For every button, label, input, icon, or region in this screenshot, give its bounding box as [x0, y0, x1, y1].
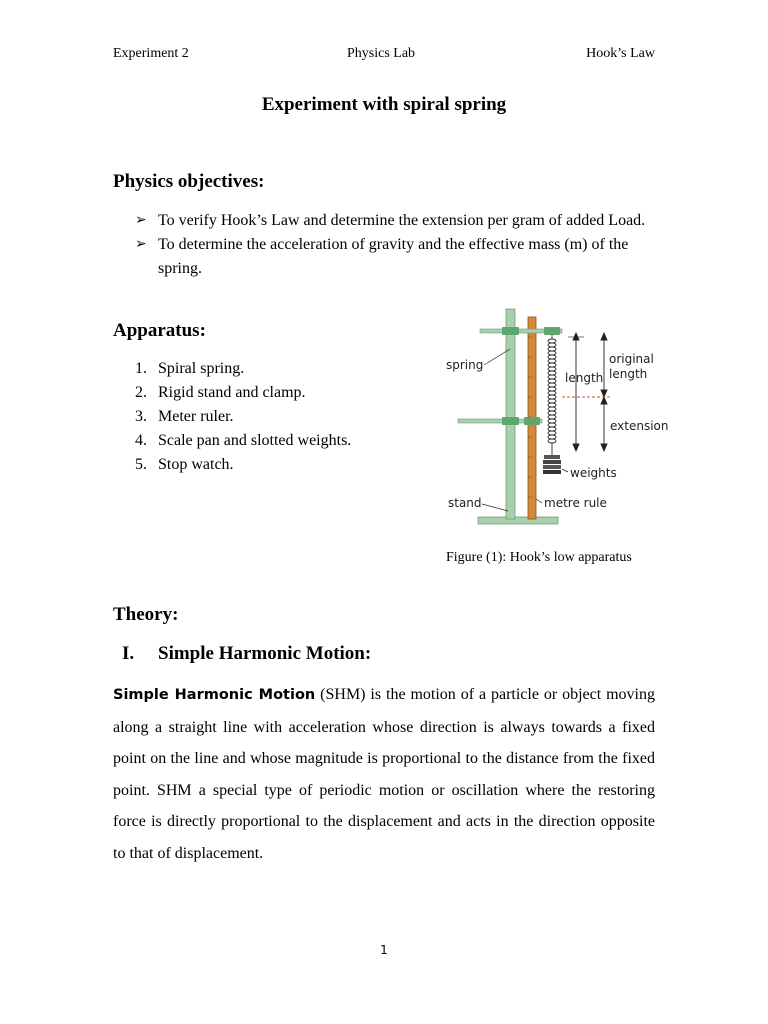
arrow-bullet-icon: ➢: [135, 237, 147, 252]
list-item: [135, 233, 665, 281]
hooks-law-apparatus-figure: [444, 307, 669, 527]
objective-text: To verify Hook’s Law and determine the extension per gram of added Load.: [158, 212, 646, 229]
section-heading-shm: [122, 643, 371, 665]
apparatus-heading: Apparatus:: [113, 320, 206, 341]
header-right: Hook’s Law: [586, 46, 655, 61]
extension-arrow: [601, 397, 607, 451]
objective-text: To determine the acceleration of gravity and the effective mass (m) of the spring.: [158, 236, 629, 277]
page-title: Experiment with spiral spring: [261, 94, 507, 115]
list-item: 1. Spiral spring.: [135, 360, 245, 377]
original-length-arrow: [601, 333, 607, 397]
list-item: [135, 209, 665, 233]
figure-label-length: length: [565, 371, 604, 385]
stand-base: [478, 517, 558, 524]
objectives-list: [135, 209, 665, 281]
list-item: 2. Rigid stand and clamp.: [135, 384, 306, 401]
shm-paragraph-text: (SHM) is the motion of a particle or object moving along a straight line with acceleration whose direction is always towards a fixed point on the line and whose magnitude is proportional to the distance from the fixed point. SHM a special type of periodic motion or oscillation where the restoring force is directly proportional to the displacement and acts in the direction opposite to that of displacement.: [113, 686, 655, 862]
theory-heading: Theory:: [113, 604, 179, 625]
length-arrow: [568, 333, 584, 451]
list-item: 4. Scale pan and slotted weights.: [135, 432, 352, 449]
header-center: Physics Lab: [347, 46, 416, 61]
spring-coil: [548, 339, 556, 443]
figure-label-stand: stand: [448, 496, 482, 510]
figure-caption: Figure (1): Hook’s low apparatus: [446, 550, 632, 565]
header-left: Experiment 2: [113, 46, 189, 61]
page-header: [113, 46, 655, 66]
shm-term: Simple Harmonic Motion: [113, 687, 316, 703]
pointer-clamp: [524, 417, 540, 425]
section-title: Simple Harmonic Motion:: [158, 643, 372, 664]
arrow-bullet-icon: ➢: [135, 213, 147, 228]
figure-label-extension: extension: [610, 419, 669, 433]
shm-paragraph: [113, 679, 655, 869]
figure-label-original-2: length: [609, 367, 648, 381]
list-item: 5. Stop watch.: [135, 456, 234, 473]
figure-label-spring: spring: [446, 358, 484, 372]
spring-hanger: [544, 327, 560, 335]
figure-label-weights: weights: [570, 466, 617, 480]
slotted-weights: [543, 455, 561, 474]
apparatus-list: [135, 357, 351, 477]
objectives-heading: Physics objectives:: [113, 171, 265, 192]
list-item: 3. Meter ruler.: [135, 408, 234, 425]
section-numeral: I.: [122, 643, 135, 664]
stand-rod: [506, 309, 515, 519]
lower-clamp: [502, 417, 519, 425]
page-number: 1: [380, 943, 388, 957]
figure-label-original-1: original: [609, 352, 654, 366]
top-clamp: [502, 327, 519, 335]
figure-label-metre-rule: metre rule: [544, 496, 607, 510]
